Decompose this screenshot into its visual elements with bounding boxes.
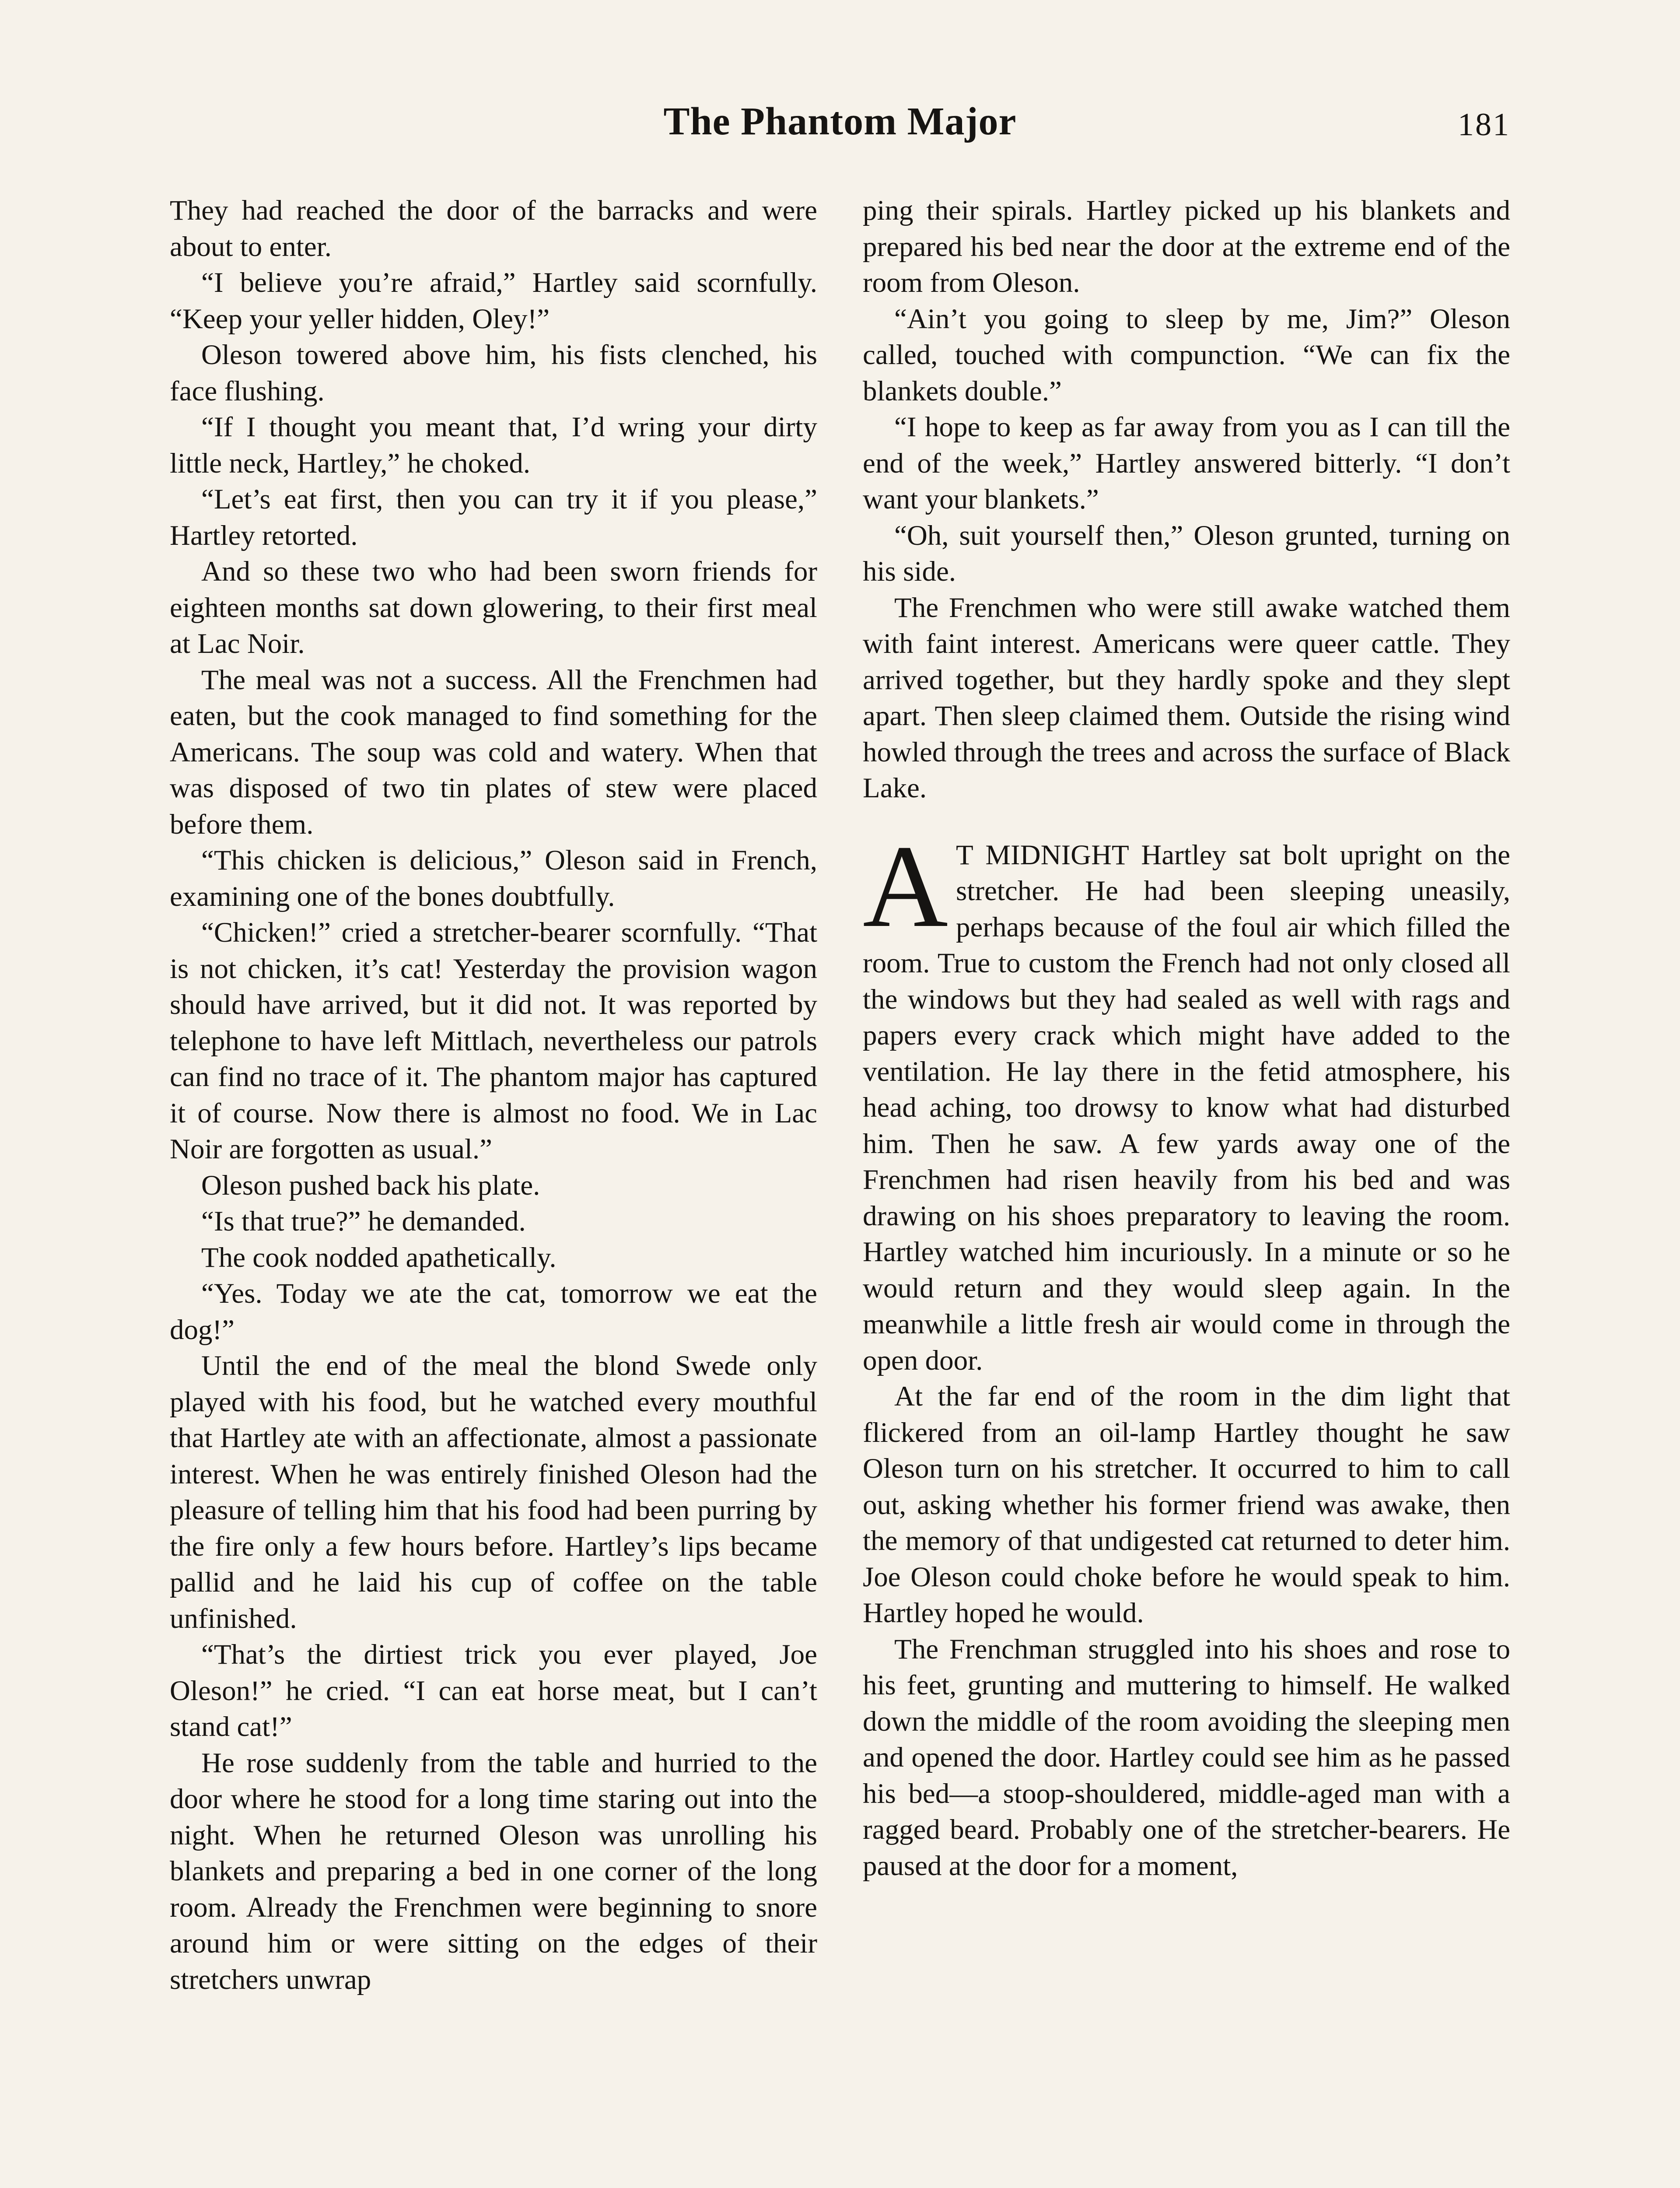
paragraph: “I believe you’re afraid,” Hartley said scornfully. “Keep your yeller hidden, Oley!” [170,267,817,335]
paragraph: The cook nodded apathetically. [201,1241,556,1273]
section-opening-paragraph [863,820,1510,1379]
paragraph: “I hope to keep as far away from you as I can till the end of the week,” Hartley answered bitterly. “I don’t want your blankets.” [863,411,1510,515]
paragraph: “Ain’t you going to sleep by me, Jim?” Oleson called, touched with compunction. “We can fix the blankets double.” [863,303,1510,407]
paragraph: Oleson pushed back his plate. [201,1169,540,1201]
paragraph: Oleson towered above him, his fists clenched, his face flushing. [170,339,817,407]
paragraph: “If I thought you meant that, I’d wring your dirty little neck, Hartley,” he choked. [170,411,817,479]
paragraph: “Chicken!” cried a stretcher-bearer scornfully. “That is not chicken, it’s cat! Yesterday the provision wagon should have arrived, but it did not. It was reported by telephone to have left Mittlach, nevertheless our patrols can find no trace of it. The phantom major has captured it of course. Now there is almost no food. We in Lac Noir are forgotten as usual.” [170,917,817,1165]
paragraph: ping their spirals. Hartley picked up his blankets and prepared his bed near the door at the extreme end of the room from Oleson. [863,195,1510,298]
paragraph: They had reached the door of the barracks and were about to enter. [170,195,817,263]
page-title: The Phantom Major [663,100,1017,143]
paragraph: “Let’s eat first, then you can try it if you please,” Hartley retorted. [170,484,817,551]
drop-cap: A [863,820,948,952]
paragraph: The Frenchmen who were still awake watched them with faint interest. Americans were queer cattle. They arrived together, but they hardly spoke and they slept apart. Then sleep claimed them. Outside the rising wind howled through the trees and across the surface of Black Lake. [863,592,1510,804]
paragraph: “Yes. Today we ate the cat, tomorrow we eat the dog!” [170,1278,817,1346]
paragraph: “That’s the dirtiest trick you ever played, Joe Oleson!” he cried. “I can eat horse meat, but I can’t stand cat!” [170,1639,817,1743]
right-text-column [863,193,1510,2188]
paragraph: “Oh, suit yourself then,” Oleson grunted, turning on his side. [863,519,1510,587]
paragraph: “Is that true?” he demanded. [201,1206,526,1237]
section-break [863,806,1510,837]
page-number: 181 [1458,107,1510,143]
paragraph: Until the end of the meal the blond Swede only played with his food, but he watched every mouthful that Hartley ate with an affectionate, almost a passionate interest. When he was entirely finished Oleson had the pleasure of telling him that his food had been purring by the fire only a few hours before. Hartley’s lips became pallid and he laid his cup of coffee on the table unfinished. [170,1350,817,1634]
left-text-column [170,193,817,2188]
paragraph: And so these two who had been sworn friends for eighteen months sat down glowering, to their first meal at Lac Noir. [170,556,817,659]
paragraph: At the far end of the room in the dim light that flickered from an oil-lamp Hartley thought he saw Oleson turn on his stretcher. It occurred to him to call out, asking whether his former friend was awake, then the memory of that undigested cat returned to deter him. Joe Oleson could choke before he would speak to him. Hartley hoped he would. [863,1381,1510,1629]
paragraph: “This chicken is delicious,” Oleson said in French, examining one of the bones doubtfully. [170,845,817,912]
paragraph: The Frenchman struggled into his shoes and rose to his feet, grunting and muttering to himself. He walked down the middle of the room avoiding the sleeping men and opened the door. Hartley could see him as he passed his bed—a stoop-shouldered, middle-aged man with a ragged beard. Probably one of the stretcher-bearers. He paused at the door for a moment, [863,1633,1510,1882]
paragraph: The meal was not a success. All the Frenchmen had eaten, but the cook managed to find something for the Americans. The soup was cold and watery. When that was disposed of two tin plates of stew were placed before them. [170,664,817,840]
section-opening-text: T MIDNIGHT Hartley sat bolt upright on the stretcher. He had been sleeping uneasily, perhaps because of the foul air which filled the room. True to custom the French had not only closed all the windows but they had sealed as well with rags and papers every crack which might have added to the ventilation. He lay there in the fetid atmosphere, his head aching, too drowsy to know what had disturbed him. Then he saw. A few yards away one of the Frenchmen had risen heavily from his bed and was drawing on his shoes preparatory to leaving the room. Hartley watched him incuriously. In a minute or so he would return and they would sleep again. In the meanwhile a little fresh air would come in through the open door. [863,839,1510,1376]
paragraph: He rose suddenly from the table and hurried to the door where he stood for a long time staring out into the night. When he returned Oleson was unrolling his blankets and preparing a bed in one corner of the long room. Already the Frenchmen were beginning to snore around him or were sitting on the edges of their stretchers unwrap [170,1747,817,1995]
